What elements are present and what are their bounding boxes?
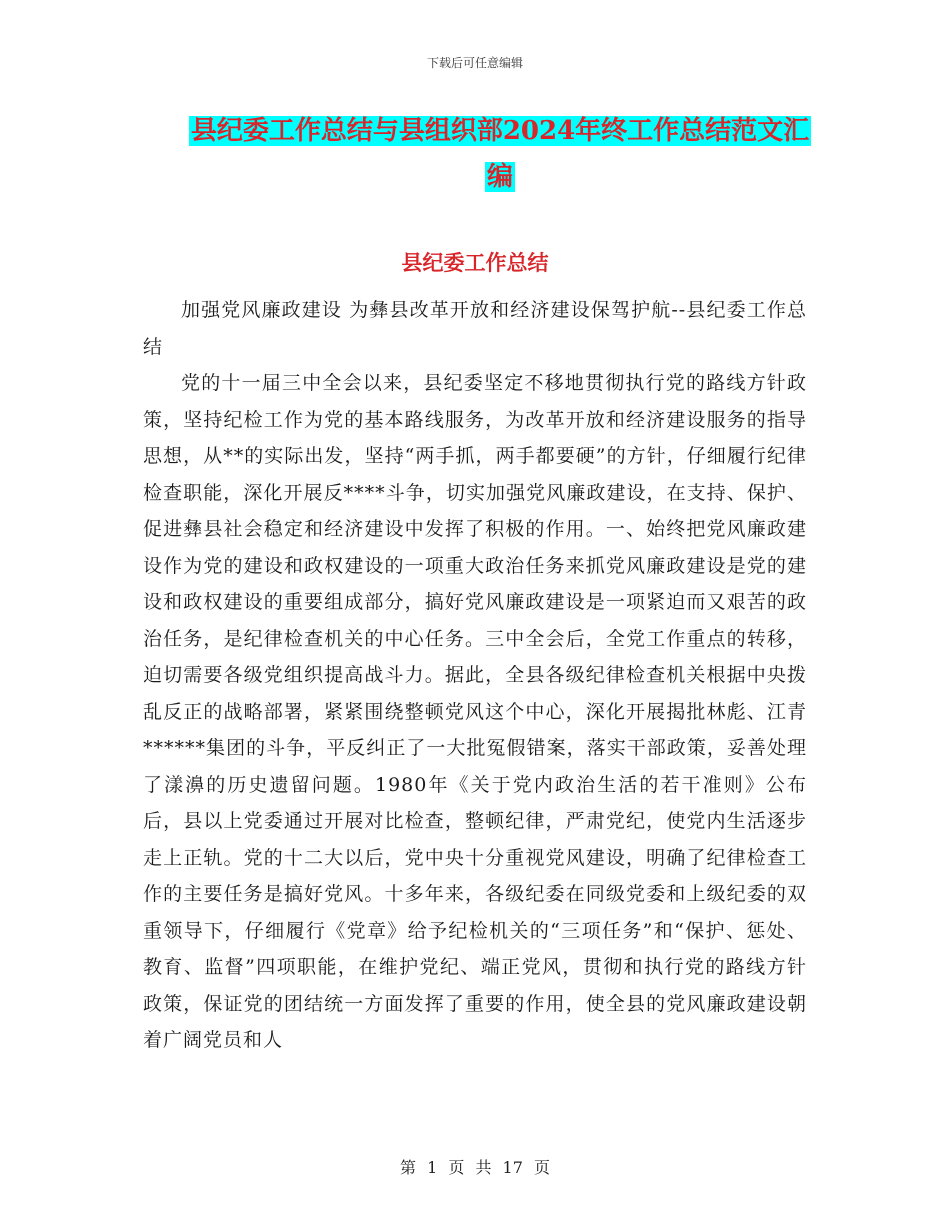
body-paragraph-main: 党的十一届三中全会以来，县纪委坚定不移地贯彻执行党的路线方针政策，坚持纪检工作为党的基本路线服务，为改革开放和经济建设服务的指导思想，从**的实际出发，坚持“两手抓，两手都要硬”的方针，仔细履行纪律检查职能，深化开展反****斗争，切实加强党风廉政建设，在支持、保护、促进彝县社会稳定和经济建设中发挥了积极的作用。一、始终把党风廉政建设作为党的建设和政权建设的一项重大政治任务来抓党风廉政建设是党的建设和政权建设的重要组成部分，搞好党风廉政建设是一项紧迫而又艰苦的政治任务，是纪律检查机关的中心任务。三中全会后，全党工作重点的转移，迫切需要各级党组织提高战斗力。据此，全县各级纪律检查机关根据中央拨乱反正的战略部署，紧紧围绕整顿党风这个中心，深化开展揭批林彪、江青******集团的斗争，平反纠正了一大批冤假错案，落实干部政策，妥善处理了漾濞的历史遗留问题。1980年《关于党内政治生活的若干准则》公布后，县以上党委通过开展对比检查，整顿纪律，严肃党纪，使党内生活逐步走上正轨。党的十二大以后，党中央十分重视党风建设，明确了纪律检查工作的主要任务是搞好党风。十多年来，各级纪委在同级党委和上级纪委的双重领导下，仔细履行《党章》给予纪检机关的“三项任务”和“保护、惩处、教育、监督”四项职能，在维护党纪、端正党风，贯彻和执行党的路线方针政策，保证党的团结统一方面发挥了重要的作用，使全县的党风廉政建设朝着广阔党员和人 xyxy=(143,372,807,1051)
document-body xyxy=(143,292,807,1059)
document-title xyxy=(175,108,825,200)
section-heading: 县纪委工作总结 xyxy=(401,250,549,275)
document-title-line-2: 编 xyxy=(486,162,513,192)
body-paragraph-subtitle: 加强党风廉政建设 为彝县改革开放和经济建设保驾护航--县纪委工作总结 xyxy=(143,299,807,358)
page-indicator: 第 1 页 共 17 页 xyxy=(400,1158,550,1177)
header-note: 下载后可任意编辑 xyxy=(426,56,523,70)
document-title-line-1: 县纪委工作总结与县组织部2024年终工作总结范文汇 xyxy=(190,116,810,146)
